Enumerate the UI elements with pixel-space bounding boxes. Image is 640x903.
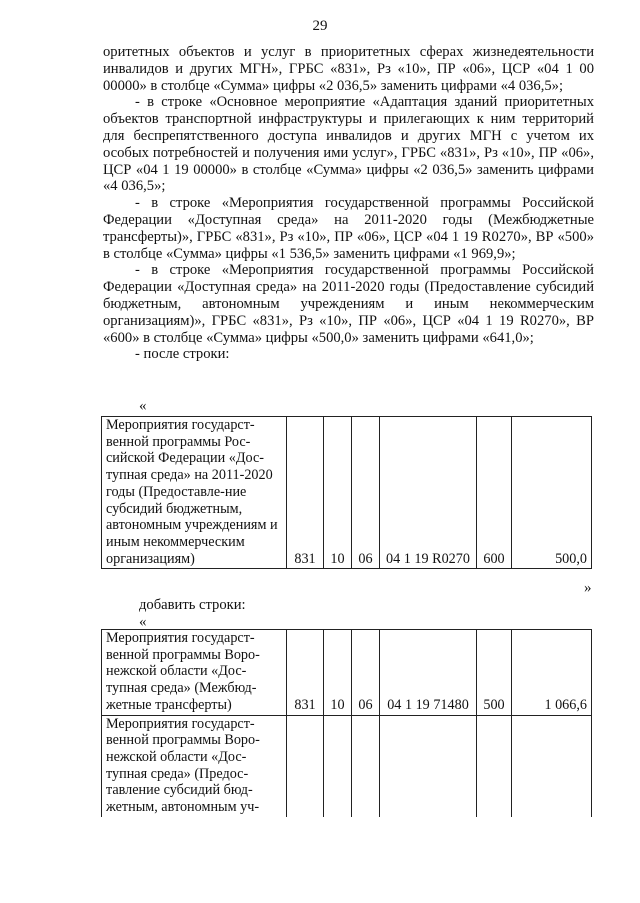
- cell-sum: 500,0: [512, 417, 592, 569]
- cell-grbs: 831: [287, 630, 324, 716]
- table-added-rows: [101, 629, 592, 817]
- paragraph: оритетных объектов и услуг в приоритетных сферах жизнедеятельности инвалидов и других МГН», ГРБС «831», Рз «10», ПР «06», ЦСР «04 1 00 00000» в столбце «Сумма» цифры «2 036,5» заменить цифрами «4 036,5»;: [103, 44, 594, 94]
- add-rows-label: добавить строки:: [139, 597, 246, 613]
- paragraph: - после строки:: [135, 346, 230, 363]
- cell-rz: [324, 715, 352, 817]
- close-quote-1: »: [584, 580, 592, 596]
- cell-pr: 06: [352, 417, 380, 569]
- cell-vr: 600: [477, 417, 512, 569]
- cell-rz: 10: [324, 630, 352, 716]
- cell-vr: 500: [477, 630, 512, 716]
- cell-pr: [352, 715, 380, 817]
- table-after-row: [101, 416, 592, 569]
- cell-sum: 1 066,6: [512, 630, 592, 716]
- cell-name: Мероприятия государст-венной программы Рос-сийской Федерации «Дос-тупная среда» на 2011-2020 годы (Предоставле-ние субсидий бюджетным, автономным учреждениям и иным некоммерческим организациям): [102, 417, 287, 569]
- cell-rz: 10: [324, 417, 352, 569]
- table-row: [102, 630, 592, 716]
- paragraph: - в строке «Мероприятия государственной программы Российской Федерации «Доступная среда» на 2011-2020 годы (Межбюджетные трансферты)», ГРБС «831», Рз «10», ПР «06», ЦСР «04 1 19 R0270», ВР «500» в столбце «Сумма» цифры «1 536,5» заменить цифрами «1 969,9»;: [103, 195, 594, 262]
- cell-csr: 04 1 19 71480: [380, 630, 477, 716]
- cell-name: Мероприятия государст-венной программы Воро-нежской области «Дос-тупная среда» (Предос-тавление субсидий бюд-жетным, автономным уч-: [102, 715, 287, 817]
- cell-csr: [380, 715, 477, 817]
- cell-name: Мероприятия государст-венной программы Воро-нежской области «Дос-тупная среда» (Межбюд-жетные трансферты): [102, 630, 287, 716]
- open-quote-1: «: [139, 398, 147, 414]
- page-number: 29: [312, 18, 328, 34]
- paragraph: - в строке «Основное мероприятие «Адаптация зданий приоритетных объектов транспортной инфраструктуры и прилегающих к ним территорий для беспрепятственного доступа инвалидов и других МГН с учетом их особых потребностей и получения ими услуг», ГРБС «831», Рз «10», ПР «06», ЦСР «04 1 19 00000» в столбце «Сумма» цифры «2 036,5» заменить цифрами «4 036,5»;: [103, 94, 594, 195]
- table-row: [102, 715, 592, 817]
- body-text: [103, 44, 594, 363]
- open-quote-2: «: [139, 614, 147, 630]
- table-row: [102, 417, 592, 569]
- cell-csr: 04 1 19 R0270: [380, 417, 477, 569]
- cell-vr: [477, 715, 512, 817]
- cell-pr: 06: [352, 630, 380, 716]
- paragraph: - в строке «Мероприятия государственной программы Российской Федерации «Доступная среда» на 2011-2020 годы (Предоставление субсидий бюджетным, автономным учреждениям и иным некоммерческим организациям)», ГРБС «831», Рз «10», ПР «06», ЦСР «04 1 19 R0270», ВР «600» в столбце «Сумма» цифры «500,0» заменить цифрами «641,0»;: [103, 262, 594, 346]
- cell-grbs: [287, 715, 324, 817]
- cell-grbs: 831: [287, 417, 324, 569]
- cell-sum: [512, 715, 592, 817]
